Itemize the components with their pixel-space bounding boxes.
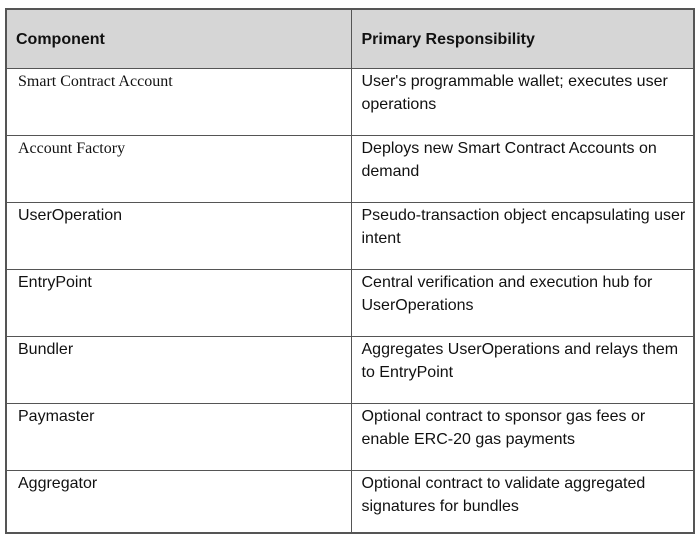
header-primary-responsibility: Primary Responsibility <box>351 9 694 69</box>
table-row <box>6 136 694 203</box>
table-header <box>6 9 694 69</box>
cell-responsibility: Pseudo-transaction object encapsulating user intent <box>351 203 694 270</box>
table-row <box>6 69 694 136</box>
cell-component: Smart Contract Account <box>6 69 351 136</box>
table-row <box>6 203 694 270</box>
header-component: Component <box>6 9 351 69</box>
cell-component: Bundler <box>6 337 351 404</box>
header-row <box>6 9 694 69</box>
table-row <box>6 337 694 404</box>
cell-component: Aggregator <box>6 471 351 534</box>
table-row <box>6 270 694 337</box>
cell-component: UserOperation <box>6 203 351 270</box>
table-row <box>6 471 694 534</box>
cell-responsibility: User's programmable wallet; executes user operations <box>351 69 694 136</box>
cell-responsibility: Central verification and execution hub for UserOperations <box>351 270 694 337</box>
cell-responsibility: Deploys new Smart Contract Accounts on demand <box>351 136 694 203</box>
table-body <box>6 69 694 534</box>
cell-component: EntryPoint <box>6 270 351 337</box>
table-row <box>6 404 694 471</box>
components-table <box>5 8 695 534</box>
cell-responsibility: Optional contract to validate aggregated signatures for bundles <box>351 471 694 534</box>
cell-component: Account Factory <box>6 136 351 203</box>
cell-responsibility: Optional contract to sponsor gas fees or enable ERC-20 gas payments <box>351 404 694 471</box>
cell-component: Paymaster <box>6 404 351 471</box>
cell-responsibility: Aggregates UserOperations and relays them to EntryPoint <box>351 337 694 404</box>
